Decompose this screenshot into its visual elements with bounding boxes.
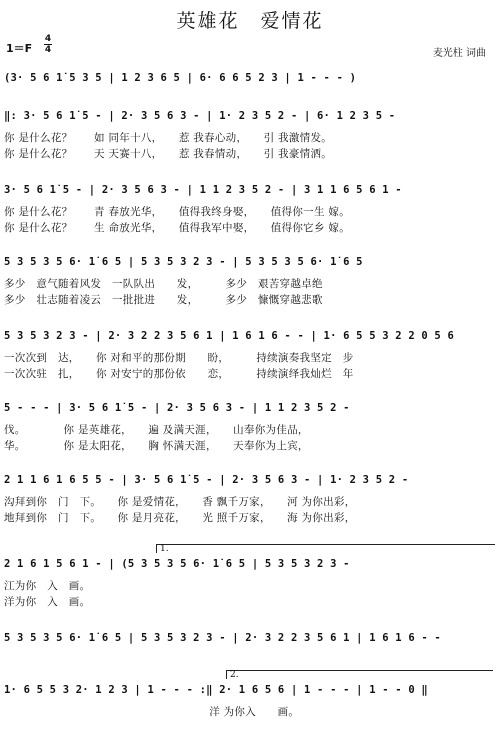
lyric-verse-1: 洋 为你入 画。 — [4, 706, 300, 718]
notation-line: 5 3 5 3 2 3 - | 2· 3 2 2 3 5 6 1 | 1 6 1 6 - - | 1· 6 5 5 3 2 2 0 5 6 — [4, 330, 454, 342]
lyric-verse-1: 你 是什么花？ 如 同年十八， 惹 我春心动， 引 我激情发。 — [4, 132, 333, 144]
lyric-verse-2: 一次次驻 扎， 你 对安宁的那份依 恋， 持续演绎我灿烂 年 — [4, 368, 354, 380]
lyric-verse-1: 江为你 入 画。 — [4, 580, 91, 592]
second-ending-bracket — [226, 670, 493, 679]
lyric-verse-2: 洋为你 入 画。 — [4, 596, 91, 608]
key-signature: 1＝F — [6, 42, 33, 55]
lyric-verse-1: 一次次到 达， 你 对和平的那份期 盼， 持续演奏我坚定 步 — [4, 352, 354, 364]
notation-line: 1· 6 5 5 3 2· 1 2 3 | 1 - - - :‖ 2· 1 6 5 6 | 1 - - - | 1 - - 0 ‖ — [4, 684, 428, 696]
second-ending-label: 2. — [230, 670, 239, 680]
lyric-verse-2: 你 是什么花？ 生 命放光华， 值得我军中娶， 值得你它乡 嫁。 — [4, 222, 351, 234]
lyric-verse-1: 伐。 你 是英雄花， 遍 及满天涯， 山奉你为佳品， — [4, 424, 309, 436]
notation-line: 2 1 6 1 5 6 1 - | (5 3 5 3 5 6· 1̇ 6 5 | 5 3 5 3 2 3 - — [4, 558, 350, 570]
lyric-verse-2: 多少 壮志随着凌云 一批批进 发， 多少 慷慨穿越悲歌 — [4, 294, 323, 306]
notation-line: (3· 5 6 1̇ 5 3 5 | 1 2 3 6 5 | 6· 6 6 5 2 3 | 1 - - - ) — [4, 72, 357, 84]
notation-line: 2 1 1 6 1 6 5 5 - | 3· 5 6 1̇ 5 - | 2· 3 5 6 3 - | 1· 2 3 5 2 - — [4, 474, 409, 486]
time-signature-top: 4 — [44, 34, 52, 44]
notation-line: 5 3 5 3 5 6· 1̇ 6 5 | 5 3 5 3 2 3 - | 2· 3 2 2 3 5 6 1 | 1 6 1 6 - - — [4, 632, 441, 644]
first-ending-bracket — [156, 544, 495, 553]
time-signature-bottom: 4 — [44, 45, 52, 55]
notation-line: ‖: 3· 5 6 1̇ 5 - | 2· 3 5 6 3 - | 1· 2 3 5 2 - | 6· 1 2 3 5 - — [4, 110, 396, 122]
time-signature — [44, 34, 52, 55]
composer-credit: 麦光柱 词曲 — [432, 48, 486, 59]
lyric-verse-2: 华。 你 是太阳花， 胸 怀满天涯， 天奉你为上宾， — [4, 440, 309, 452]
lyric-verse-2: 地拜到你 门 下。 你 是月亮花， 光 照千万家， 海 为你出彩， — [4, 512, 356, 524]
notation-line: 3· 5 6 1̇ 5 - | 2· 3 5 6 3 - | 1 1 2 3 5 2 - | 3 1 1 6 5 6 1 - — [4, 184, 402, 196]
notation-line: 5 - - - | 3· 5 6 1̇ 5 - | 2· 3 5 6 3 - | 1 1 2 3 5 2 - — [4, 402, 350, 414]
lyric-verse-1: 你 是什么花？ 青 春放光华， 值得我终身娶， 值得你一生 嫁。 — [4, 206, 351, 218]
first-ending-label: 1. — [160, 544, 169, 554]
lyric-verse-1: 沟拜到你 门 下。 你 是爱情花， 香 飘千万家， 河 为你出彩， — [4, 496, 356, 508]
notation-line: 5 3 5 3 5 6· 1̇ 6 5 | 5 3 5 3 2 3 - | 5 3 5 3 5 6· 1̇ 6 5 — [4, 256, 363, 268]
song-title: 英雄花 爱情花 — [176, 10, 324, 32]
lyric-verse-2: 你 是什么花？ 天 天赛十八， 惹 我春情动， 引 我豪情洒。 — [4, 148, 333, 160]
lyric-verse-1: 多少 意气随着风发 一队队出 发， 多少 艰苦穿越卓绝 — [4, 278, 323, 290]
